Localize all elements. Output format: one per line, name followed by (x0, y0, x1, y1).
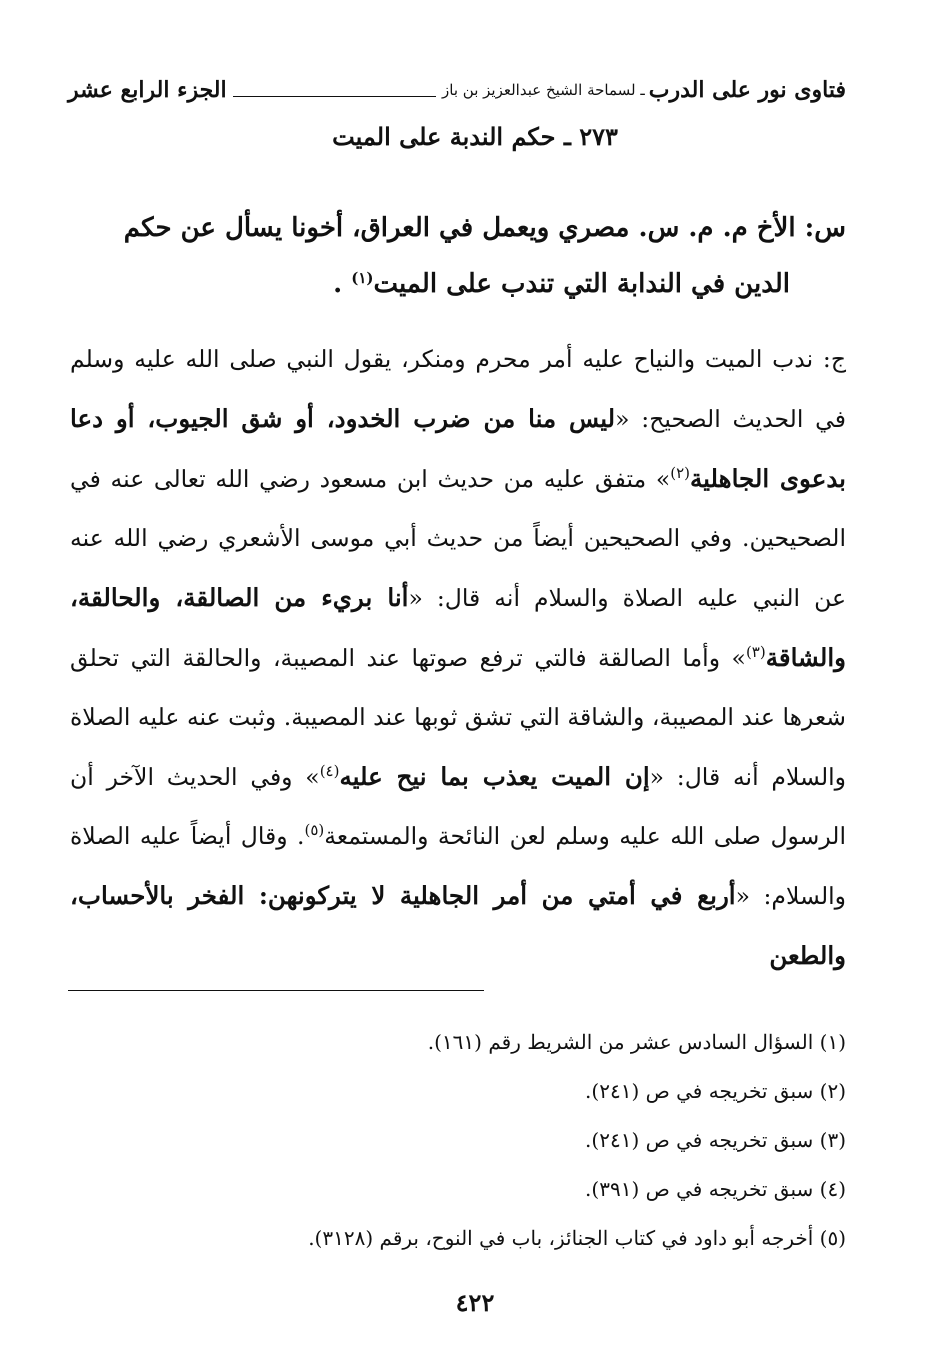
footnote-ref-5: (٥) (304, 821, 325, 839)
footnote-ref-2: (٢) (670, 464, 691, 482)
answer-seg-2: » متفق عليه من حديث ابن مسعود رضي الله تعالى عنه في الصحيحين. وفي الصحيحين أيضاً من حديث أبي موسى الأشعري رضي الله عنه عن النبي عليه الصلاة والسلام أنه قال: « (70, 465, 847, 612)
part-label: الجزء الرابع عشر (68, 77, 227, 103)
footnote-4: (٤) سبق تخريجه في ص (٣٩١). (585, 1177, 846, 1201)
running-header (68, 70, 846, 110)
answer-seg-3: » وأما الصالقة فالتي ترفع صوتها عند المصيبة، والحالقة التي تحلق شعرها عند المصيبة، والشاقة التي تشق ثوبها عند المصيبة. وثبت عنه عليه الصلاة والسلام أنه قال: « (70, 644, 846, 791)
hadith-2: أنا بريء من الصالقة، والحالقة، والشاقة (70, 583, 846, 672)
footnote-3: (٣) سبق تخريجه في ص (٢٤١). (585, 1128, 846, 1152)
footnote-2: (٢) سبق تخريجه في ص (٢٤١). (585, 1079, 846, 1103)
book-title: فتاوى نور على الدرب (648, 77, 846, 103)
footnote-ref-3: (٣) (745, 643, 766, 661)
hadith-1: ليس منا من ضرب الخدود، أو شق الجيوب، أو دعا بدعوى الجاهلية (70, 404, 846, 493)
question-line-2-text: الدين في الندابة التي تندب على الميت (373, 269, 790, 299)
question-text (70, 200, 846, 312)
footnote-1: (١) السؤال السادس عشر من الشريط رقم (١٦١). (427, 1030, 846, 1054)
answer-seg-4: » وفي الحديث الآخر أن الرسول صلى الله عليه وسلم لعن النائحة والمستمعة (70, 763, 846, 850)
footnote-ref-4: (٤) (319, 762, 340, 780)
author-name: ـ لسماحة الشيخ عبدالعزيز بن باز (442, 81, 645, 99)
header-rule (233, 96, 436, 97)
question-end: . (333, 269, 352, 299)
question-line-1: س: الأخ م. م. س. مصري ويعمل في العراق، أخونا يسأل عن حكم (123, 213, 846, 243)
answer-text (70, 330, 846, 986)
answer-seg-1: ج: ندب الميت والنياح عليه أمر محرم ومنكر، يقول النبي صلى الله عليه وسلم في الحديث الصحيح: « (70, 345, 846, 433)
chapter-title: ٢٧٣ ـ حكم الندبة على الميت (332, 122, 618, 151)
footnotes-list (70, 1018, 846, 1263)
hadith-3: إن الميت يعذب بما نيح عليه (339, 762, 650, 791)
page-number: ٤٢٢ (455, 1288, 495, 1317)
footnote-ref-1: (١) (351, 269, 374, 287)
answer-seg-5: . وقال أيضاً عليه الصلاة والسلام: « (70, 822, 846, 910)
question-line-2 (70, 256, 846, 312)
footnote-5: (٥) أخرجه أبو داود في كتاب الجنائز، باب في النوح، برقم (٣١٢٨). (308, 1226, 846, 1250)
hadith-4: أربع في أمتي من أمر الجاهلية لا يتركونهن: الفخر بالأحساب، والطعن (70, 881, 846, 970)
footnote-separator (68, 990, 484, 991)
